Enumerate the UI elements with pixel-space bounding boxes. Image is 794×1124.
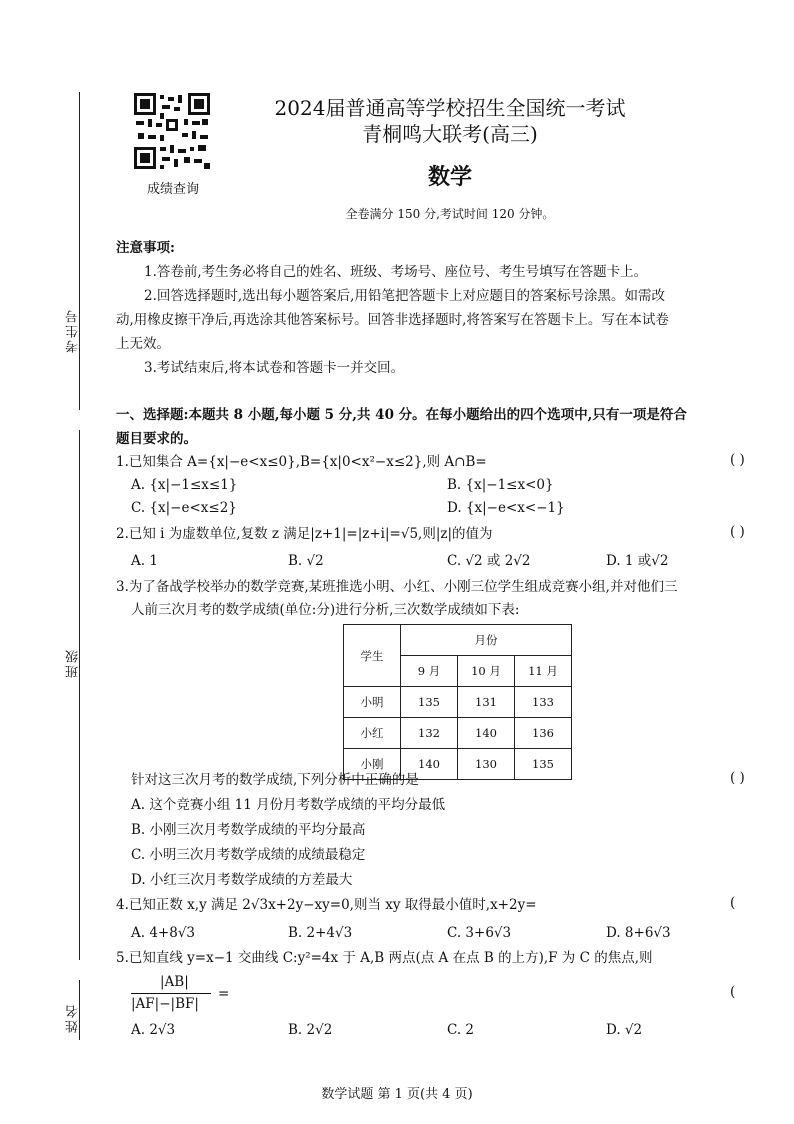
score-cell: 136 — [515, 718, 572, 749]
q4-stem: 4.已知正数 x,y 满足 2√3x+2y−xy=0,则当 xy 取得最小值时,x+2y= — [116, 897, 537, 913]
q3-option-d: D. 小红三次月考数学成绩的方差最大 — [131, 872, 353, 888]
q5-option-a: A. 2√3 — [131, 1022, 176, 1038]
table-header-month-10: 10 月 — [458, 656, 515, 687]
q3-option-a: A. 这个竞赛小组 11 月份月考数学成绩的平均分最低 — [131, 797, 446, 813]
student-name: 小红 — [344, 718, 401, 749]
score-cell: 130 — [458, 749, 515, 780]
q3-question: 针对这三次月考的数学成绩,下列分析中正确的是 — [131, 772, 419, 788]
table-header-month: 月份 — [401, 625, 572, 656]
q1-answer-bracket: ( ) — [730, 452, 745, 468]
student-name: 小刚 — [344, 749, 401, 780]
q5-fraction-denominator: |AF|−|BF| — [131, 996, 199, 1012]
q5-fraction-numerator: |AB| — [160, 974, 189, 990]
notice-item-3: 3.考试结束后,将本试卷和答题卡一并交回。 — [144, 360, 405, 376]
q3-stem-line1: 3.为了备战学校举办的数学竞赛,某班推选小明、小红、小刚三位学生组成竞赛小组,并对他们三 — [116, 579, 678, 595]
q1-option-a: A. {x|−1≤x≤1} — [131, 477, 238, 493]
exam-title-line2: 青桐鸣大联考(高三) — [362, 122, 538, 146]
notice-item-2-line2: 动,用橡皮擦干净后,再选涂其他答案标号。回答非选择题时,将答案写在答题卡上。写在本试卷 — [116, 312, 669, 328]
notice-item-2-line1: 2.回答选择题时,选出每小题答案后,用铅笔把答题卡上对应题目的答案标号涂黑。如需改 — [144, 288, 665, 304]
table-header-student: 学生 — [344, 625, 401, 687]
q1-option-c: C. {x|−e<x≤2} — [131, 500, 237, 516]
q3-answer-bracket: ( ) — [730, 770, 745, 786]
binding-line-top — [79, 92, 80, 410]
q2-stem: 2.已知 i 为虚数单位,复数 z 满足|z+1|=|z+i|=√5,则|z|的值为 — [116, 526, 493, 542]
q2-answer-bracket: ( ) — [730, 524, 745, 540]
q1-option-b: B. {x|−1≤x<0} — [447, 477, 554, 493]
q5-equals: = — [218, 986, 230, 1002]
q2-option-c: C. √2 或 2√2 — [447, 553, 531, 569]
q4-option-d: D. 8+6√3 — [606, 925, 671, 941]
q5-option-d: D. √2 — [606, 1022, 643, 1038]
score-cell: 135 — [515, 749, 572, 780]
notice-heading: 注意事项: — [116, 240, 175, 256]
q5-answer-bracket: ( — [730, 984, 736, 1000]
side-label-class: 班级 — [66, 648, 81, 678]
q3-option-c: C. 小明三次月考数学成绩的成绩最稳定 — [131, 847, 366, 863]
q5-option-c: C. 2 — [447, 1022, 475, 1038]
side-label-exam-no: 考生号 — [66, 308, 81, 353]
q5-stem: 5.已知直线 y=x−1 交曲线 C:y²=4x 于 A,B 两点(点 A 在点 B 的上方),F 为 C 的焦点,则 — [116, 950, 653, 966]
qr-caption: 成绩查询 — [146, 182, 199, 197]
score-cell: 135 — [401, 687, 458, 718]
section1-heading-line1: 一、选择题:本题共 8 小题,每小题 5 分,共 40 分。在每小题给出的四个选项中,只有一项是符合 — [116, 407, 687, 423]
qr-code-image[interactable] — [134, 93, 210, 169]
page-footer: 数学试题 第 1 页(共 4 页) — [321, 1087, 473, 1102]
notice-item-2-line3: 上无效。 — [116, 336, 170, 352]
q4-answer-bracket: ( — [730, 895, 736, 911]
score-cell: 132 — [401, 718, 458, 749]
full-score-note: 全卷满分 150 分,考试时间 120 分钟。 — [345, 207, 555, 221]
q4-option-b: B. 2+4√3 — [288, 925, 353, 941]
q5-option-b: B. 2√2 — [288, 1022, 333, 1038]
q3-stem-line2: 人前三次月考的数学成绩(单位:分)进行分析,三次数学成绩如下表: — [131, 602, 520, 618]
score-cell: 140 — [458, 718, 515, 749]
table-row — [344, 687, 572, 718]
subject-title: 数学 — [427, 164, 472, 190]
q2-option-d: D. 1 或√2 — [606, 553, 669, 569]
score-cell: 140 — [401, 749, 458, 780]
binding-line-middle — [79, 430, 80, 960]
score-cell: 133 — [515, 687, 572, 718]
score-cell: 131 — [458, 687, 515, 718]
section1-heading-line2: 题目要求的。 — [116, 431, 197, 447]
table-header-month-9: 9 月 — [401, 656, 458, 687]
side-label-name: 姓名 — [66, 1003, 81, 1033]
q1-option-d: D. {x|−e<x<−1} — [447, 500, 565, 516]
q4-option-a: A. 4+8√3 — [131, 925, 196, 941]
notice-item-1: 1.答卷前,考生务必将自己的姓名、班级、考场号、座位号、考生号填写在答题卡上。 — [144, 264, 648, 280]
table-row — [344, 718, 572, 749]
q2-option-a: A. 1 — [131, 553, 158, 569]
q2-option-b: B. √2 — [288, 553, 324, 569]
exam-title-line1: 2024届普通高等学校招生全国统一考试 — [274, 96, 626, 120]
student-name: 小明 — [344, 687, 401, 718]
q1-stem: 1.已知集合 A={x|−e<x≤0},B={x|0<x²−x≤2},则 A∩B= — [116, 454, 487, 470]
q4-option-c: C. 3+6√3 — [447, 925, 512, 941]
q3-option-b: B. 小刚三次月考数学成绩的平均分最高 — [131, 822, 366, 838]
table-header-month-11: 11 月 — [515, 656, 572, 687]
score-table — [343, 624, 572, 780]
